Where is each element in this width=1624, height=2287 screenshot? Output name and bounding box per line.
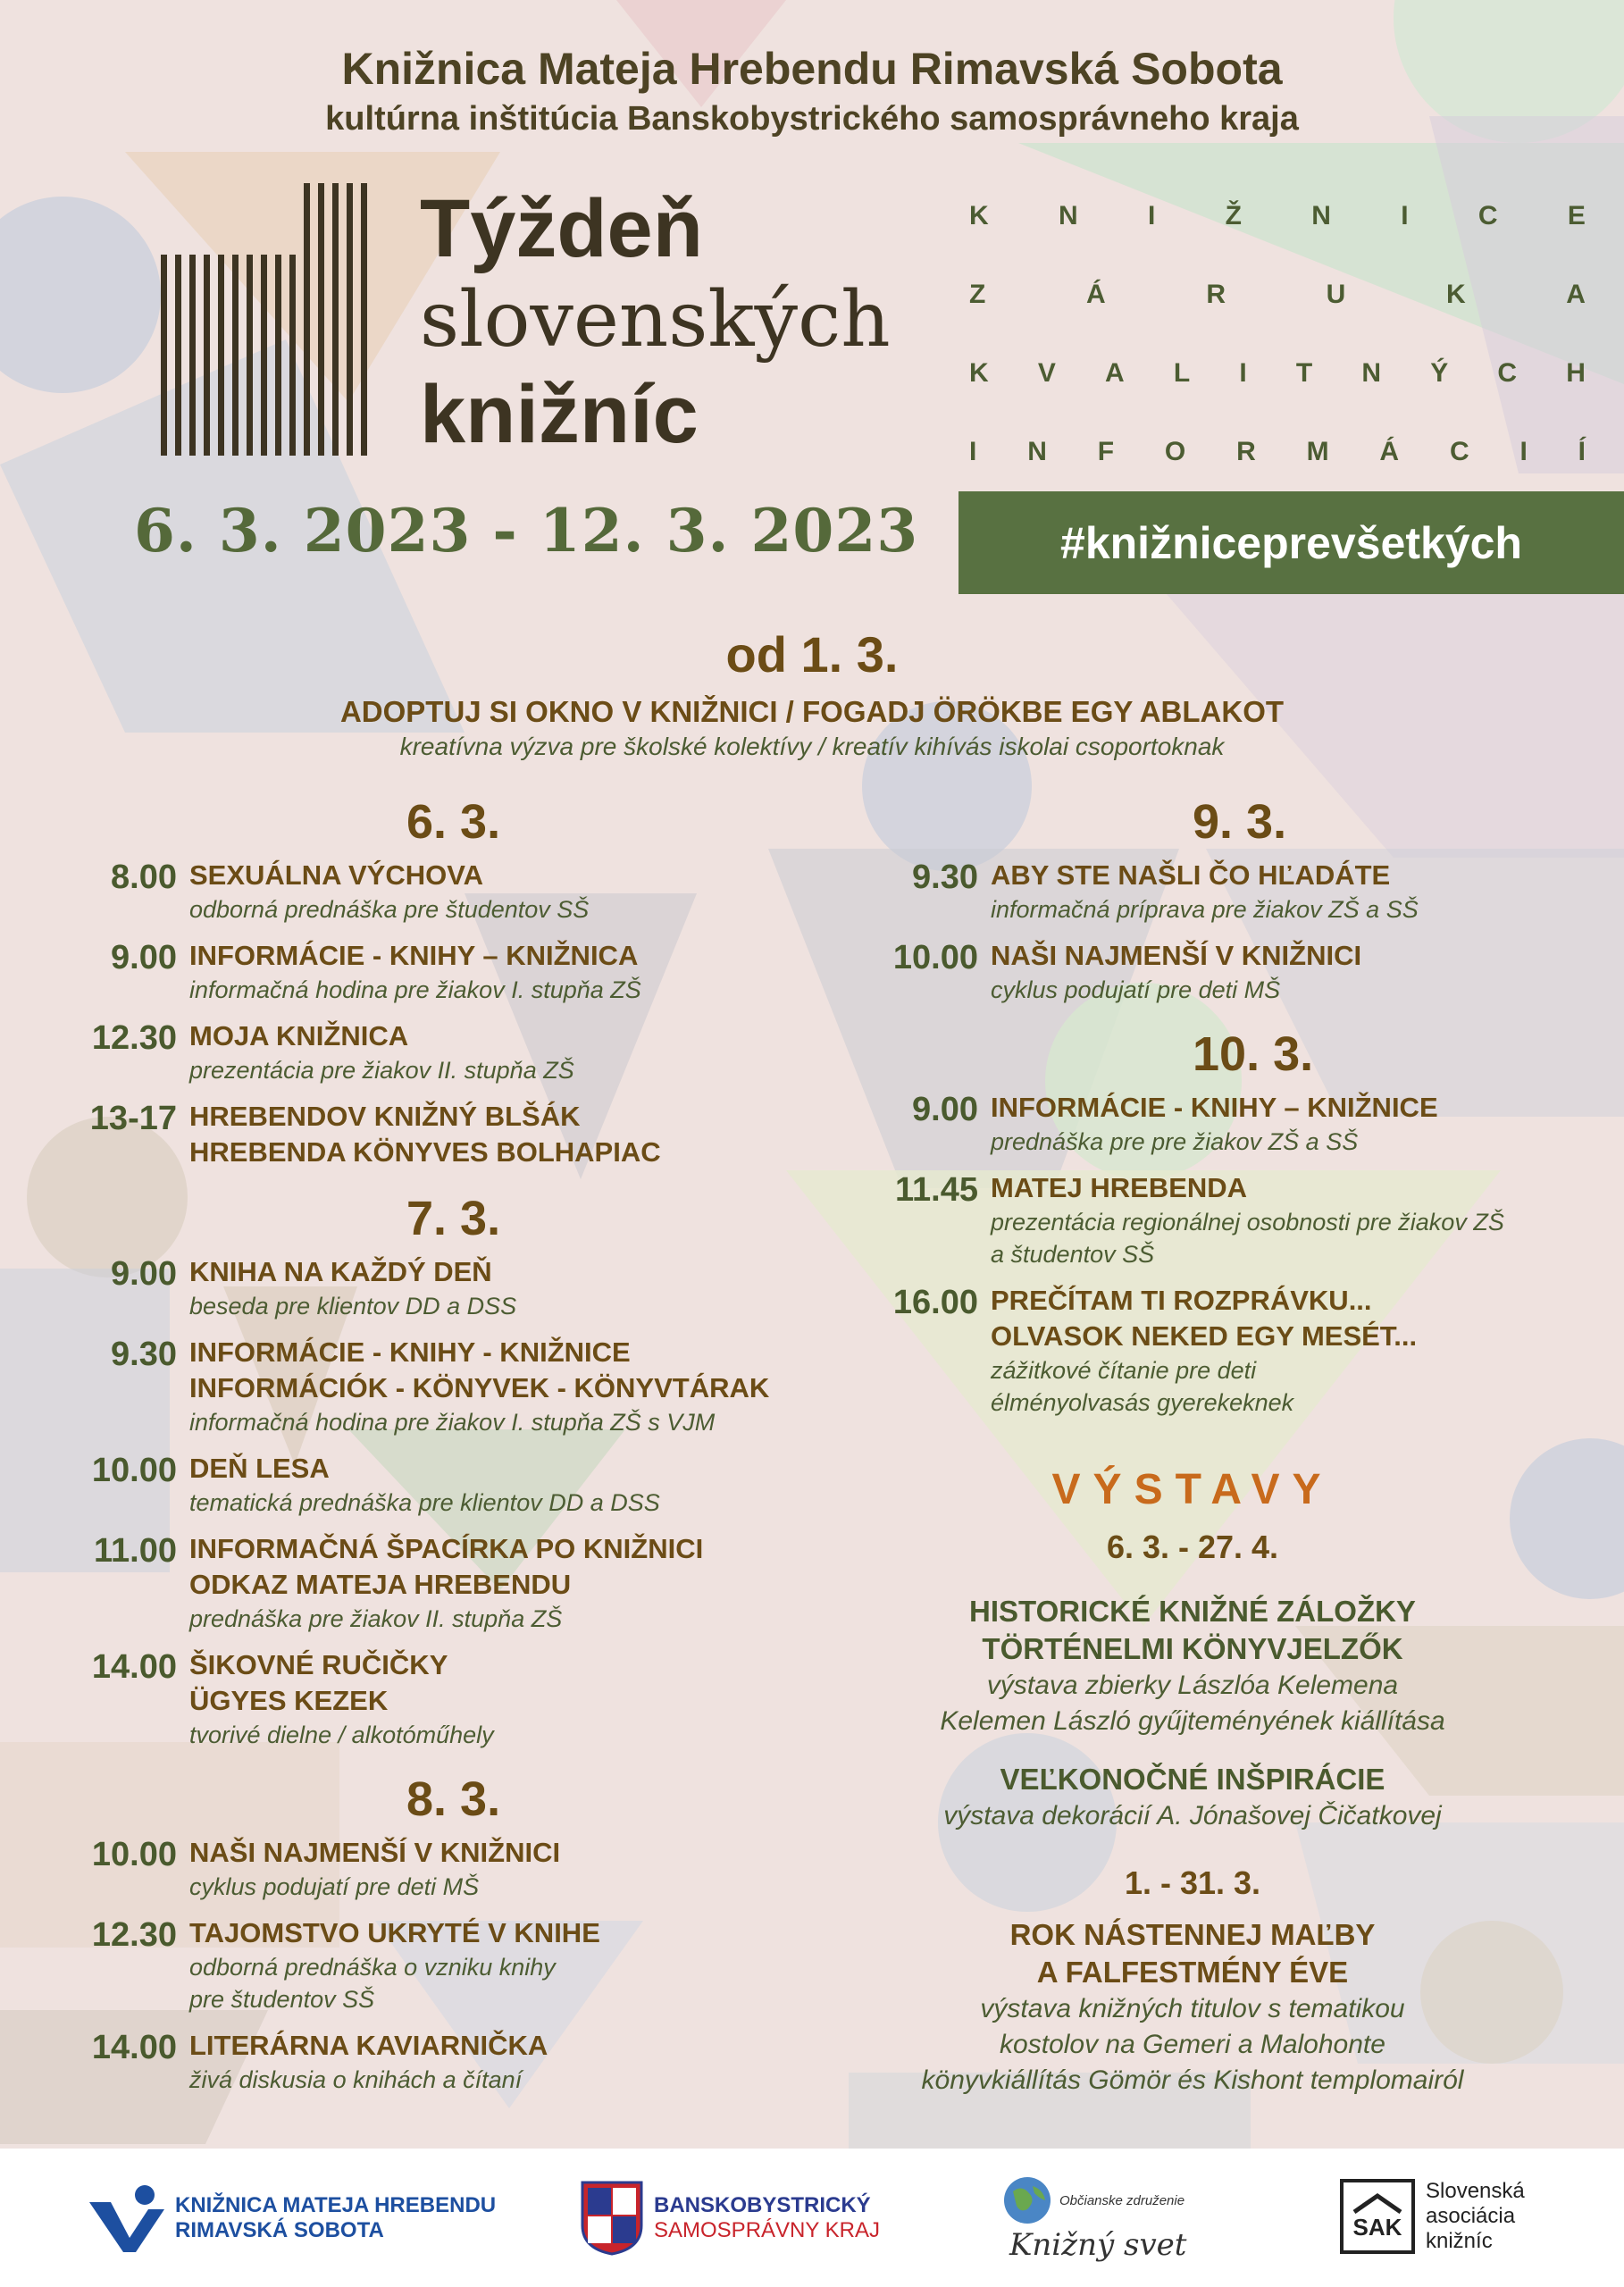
- event-description: tematická prednáška pre klientov DD a DSS: [189, 1489, 660, 1516]
- event-item: [71, 938, 875, 1006]
- slogan-letter: N: [1027, 437, 1047, 466]
- slogan-letter: I: [1401, 201, 1409, 230]
- slogan-letter: R: [1236, 437, 1256, 466]
- event-item: [71, 1531, 875, 1635]
- sak-house-icon: [1340, 2179, 1415, 2254]
- event-description: živá diskusia o knihách a čítaní: [189, 2066, 523, 2093]
- event-time: 9.00: [111, 939, 177, 976]
- event-item: [71, 1335, 875, 1438]
- event-description: informačná hodina pre žiakov I. stupňa ZŠ s VJM: [189, 1409, 716, 1436]
- slogan-letter: Á: [1379, 437, 1400, 466]
- exhibitions-heading: VÝSTAVY: [1051, 1466, 1334, 1513]
- intro-title: ADOPTUJ SI OKNO V KNIŽNICI / FOGADJ ÖRÖKBE EGY ABLAKOT: [339, 695, 1285, 728]
- bbsk-logo: [581, 2181, 880, 2256]
- exhibitions-section: [858, 1461, 1528, 2099]
- event-description: zážitkové čítanie pre deti élményolvasás gyerekeknek: [991, 1357, 1294, 1416]
- event-item: [71, 1915, 875, 2015]
- logo-word-tyzden: Týždeň: [420, 183, 703, 274]
- event-time: 9.30: [912, 859, 978, 896]
- sak-line3: knižníc: [1426, 2229, 1493, 2253]
- slogan-row: [969, 201, 1586, 280]
- event-time: 9.30: [111, 1336, 177, 1373]
- exhibition-date: 1. - 31. 3.: [1124, 1864, 1261, 1901]
- slogan-letter: T: [1295, 358, 1313, 388]
- event-title: TAJOMSTVO UKRYTÉ V KNIHE: [189, 1917, 600, 1948]
- sak-abbr: SAK: [1352, 2214, 1402, 2241]
- event-time: 14.00: [91, 1648, 177, 1686]
- event-title: HREBENDOV KNIŽNÝ BLŠÁK HREBENDA KÖNYVES BOLHAPIAC: [189, 1101, 661, 1168]
- day-heading: 7. 3.: [406, 1192, 501, 1245]
- program-left-column: [71, 786, 875, 2108]
- slogan-letter: C: [1478, 201, 1498, 230]
- event-title: INFORMAČNÁ ŠPACÍRKA PO KNIŽNICI ODKAZ MATEJA HREBENDU: [189, 1533, 704, 1600]
- event-item: [871, 1170, 1577, 1270]
- slogan-letter: K: [969, 201, 989, 230]
- event-time: 10.00: [91, 1452, 177, 1489]
- event-time: 9.00: [111, 1255, 177, 1293]
- library-name: Knižnica Mateja Hrebendu Rimavská Sobota: [341, 44, 1283, 94]
- slogan-letter: E: [1567, 201, 1586, 230]
- knizny-svet-name: Knižný svet: [1009, 2227, 1187, 2263]
- kmh-logo-icon: [89, 2182, 170, 2254]
- slogan-letter: A: [1566, 280, 1586, 309]
- day-heading: 6. 3.: [406, 795, 501, 849]
- program-right-column: [871, 786, 1577, 1431]
- exhibition-title: ROK NÁSTENNEJ MAĽBY A FALFESTMÉNY ÉVE: [1009, 1918, 1376, 1989]
- event-title: ABY STE NAŠLI ČO HĽADÁTE: [991, 859, 1391, 891]
- exhibition-date: 6. 3. - 27. 4.: [1106, 1529, 1279, 1565]
- event-title: ŠIKOVNÉ RUČIČKY ÜGYES KEZEK: [189, 1649, 448, 1716]
- slogan-letter: C: [1449, 437, 1469, 466]
- event-description: tvorivé dielne / alkotóműhely: [189, 1722, 494, 1748]
- globe-icon: [1000, 2174, 1054, 2227]
- knizny-svet-logo: [1000, 2174, 1186, 2263]
- slogan-letter: N: [1361, 358, 1382, 388]
- event-item: [71, 1835, 875, 1903]
- bbsk-line2: SAMOSPRÁVNY KRAJ: [654, 2218, 880, 2242]
- event-description: prezentácia regionálnej osobnosti pre žiakov ZŠ a študentov SŠ: [991, 1209, 1504, 1268]
- slogan-letter: I: [1519, 437, 1528, 466]
- slogan-letter: L: [1173, 358, 1191, 388]
- sak-line2: asociácia: [1426, 2204, 1516, 2228]
- footer-logos: [0, 2149, 1624, 2287]
- library-books-logo: [161, 183, 402, 456]
- slogan-letter: I: [1147, 201, 1156, 230]
- event-description: informačná hodina pre žiakov I. stupňa ZŠ: [189, 976, 641, 1003]
- event-description: cyklus podujatí pre deti MŠ: [189, 1873, 480, 1900]
- event-title: INFORMÁCIE - KNIHY – KNIŽNICE: [991, 1092, 1438, 1123]
- event-title: INFORMÁCIE - KNIHY - KNIŽNICE INFORMÁCIÓK - KÖNYVEK - KÖNYVTÁRAK: [189, 1336, 770, 1403]
- exhibition-title: HISTORICKÉ KNIŽNÉ ZÁLOŽKY TÖRTÉNELMI KÖNYVJELZŐK: [969, 1595, 1416, 1665]
- event-description: informačná príprava pre žiakov ZŠ a SŠ: [991, 896, 1419, 923]
- event-item: [71, 1647, 875, 1751]
- kmh-logo: [89, 2182, 496, 2254]
- event-title: NAŠI NAJMENŠÍ V KNIŽNICI: [991, 940, 1362, 971]
- slogan-letter: C: [1497, 358, 1518, 388]
- event-item: [871, 858, 1577, 926]
- event-description: prednáška pre žiakov II. stupňa ZŠ: [189, 1605, 563, 1632]
- slogan-letter: I: [1239, 358, 1247, 388]
- sak-line1: Slovenská: [1426, 2179, 1525, 2203]
- event-time: 11.45: [895, 1171, 978, 1209]
- event-time: 12.30: [91, 1019, 177, 1057]
- event-title: INFORMÁCIE - KNIHY – KNIŽNICA: [189, 940, 639, 971]
- slogan-letter: H: [1566, 358, 1586, 388]
- slogan-letter: I: [969, 437, 977, 466]
- slogan-row: [969, 358, 1586, 437]
- exhibition-desc: výstava knižných titulov s tematikou kostolov na Gemeri a Malohonte könyvkiállítás Gömör és Kishont templomairól: [921, 1994, 1464, 2095]
- bbsk-line1: BANSKOBYSTRICKÝ: [654, 2193, 871, 2217]
- event-time: 8.00: [111, 859, 177, 896]
- slogan-letter: O: [1164, 437, 1186, 466]
- exhibition-desc: výstava zbierky Lászlóa Kelemena Kelemen László gyűjteményének kiállítása: [940, 1671, 1445, 1736]
- institution-subtitle: kultúrna inštitúcia Banskobystrického samosprávneho kraja: [325, 100, 1299, 138]
- slogan-letter: V: [1037, 358, 1056, 388]
- coat-of-arms-icon: [581, 2181, 643, 2256]
- knizny-svet-small: Občianske združenie: [1059, 2192, 1185, 2208]
- slogan-grid: [969, 201, 1586, 515]
- event-item: [71, 1254, 875, 1322]
- slogan-letter: R: [1206, 280, 1226, 309]
- event-title: MATEJ HREBENDA: [991, 1172, 1248, 1203]
- exhibition-title: VEĽKONOČNÉ INŠPIRÁCIE: [1000, 1763, 1385, 1796]
- slogan-letter: Z: [969, 280, 986, 309]
- event-time: 10.00: [91, 1836, 177, 1873]
- slogan-letter: F: [1097, 437, 1115, 466]
- event-item: [871, 938, 1577, 1006]
- event-title: DEŇ LESA: [189, 1453, 330, 1484]
- logo-word-kniznic: knižníc: [420, 369, 699, 460]
- event-item: [71, 1099, 875, 1170]
- event-time: 14.00: [91, 2029, 177, 2066]
- event-title: PREČÍTAM TI ROZPRÁVKU... OLVASOK NEKED EGY MESÉT...: [991, 1285, 1418, 1352]
- event-description: cyklus podujatí pre deti MŠ: [991, 976, 1281, 1003]
- event-item: [71, 858, 875, 926]
- event-title: KNIHA NA KAŽDÝ DEŇ: [189, 1256, 492, 1287]
- slogan-row: [969, 280, 1586, 358]
- roof-icon: [1351, 2192, 1404, 2214]
- slogan-letter: Á: [1085, 280, 1106, 309]
- event-time: 9.00: [912, 1091, 978, 1128]
- event-item: [71, 1018, 875, 1086]
- exhibition-desc: výstava dekorácií A. Jónašovej Čičatkovej: [943, 1801, 1442, 1830]
- event-time: 10.00: [892, 939, 978, 976]
- event-time: 11.00: [94, 1532, 177, 1570]
- slogan-letter: A: [1105, 358, 1125, 388]
- slogan-letter: U: [1326, 280, 1346, 309]
- event-item: [71, 1451, 875, 1519]
- event-description: odborná prednáška pre študentov SŠ: [189, 896, 590, 923]
- event-description: prednáška pre pre žiakov ZŠ a SŠ: [991, 1128, 1359, 1155]
- day-heading: 8. 3.: [406, 1772, 501, 1826]
- event-title: MOJA KNIŽNICA: [189, 1020, 409, 1051]
- day-heading: 10. 3.: [1193, 1027, 1314, 1081]
- event-dates: 6. 3. 2023 - 12. 3. 2023: [134, 496, 919, 565]
- intro-subtitle: kreatívna výzva pre školské kolektívy / kreatív kihívás iskolai csoportoknak: [399, 733, 1225, 760]
- intro-date: od 1. 3.: [725, 626, 899, 683]
- kmh-line1: KNIŽNICA MATEJA HREBENDU: [175, 2193, 497, 2217]
- event-title: SEXUÁLNA VÝCHOVA: [189, 859, 483, 891]
- sak-logo: [1340, 2179, 1525, 2254]
- event-description: prezentácia pre žiakov II. stupňa ZŠ: [189, 1057, 574, 1084]
- slogan-letter: Ý: [1430, 358, 1449, 388]
- hashtag-banner: #knižniceprevšetkých: [958, 491, 1624, 594]
- event-item: [871, 1090, 1577, 1158]
- event-title: LITERÁRNA KAVIARNIČKA: [189, 2030, 548, 2061]
- logo-word-slovenskych: slovenských: [420, 275, 891, 364]
- slogan-letter: Í: [1578, 437, 1586, 466]
- event-time: 12.30: [91, 1916, 177, 1954]
- event-description: odborná prednáška o vzniku knihy pre študentov SŠ: [189, 1954, 556, 2013]
- slogan-letter: N: [1058, 201, 1078, 230]
- event-title: NAŠI NAJMENŠÍ V KNIŽNICI: [189, 1837, 561, 1868]
- slogan-letter: M: [1306, 437, 1329, 466]
- kmh-line2: RIMAVSKÁ SOBOTA: [175, 2218, 384, 2242]
- slogan-letter: N: [1311, 201, 1331, 230]
- slogan-letter: K: [1445, 280, 1466, 309]
- event-description: beseda pre klientov DD a DSS: [189, 1293, 517, 1319]
- slogan-letter: K: [969, 358, 989, 388]
- slogan-letter: Ž: [1225, 201, 1242, 230]
- event-item: [71, 2028, 875, 2096]
- event-item: [871, 1283, 1577, 1419]
- day-heading: 9. 3.: [1193, 795, 1287, 849]
- event-time: 13-17: [89, 1100, 177, 1137]
- event-time: 16.00: [892, 1284, 978, 1321]
